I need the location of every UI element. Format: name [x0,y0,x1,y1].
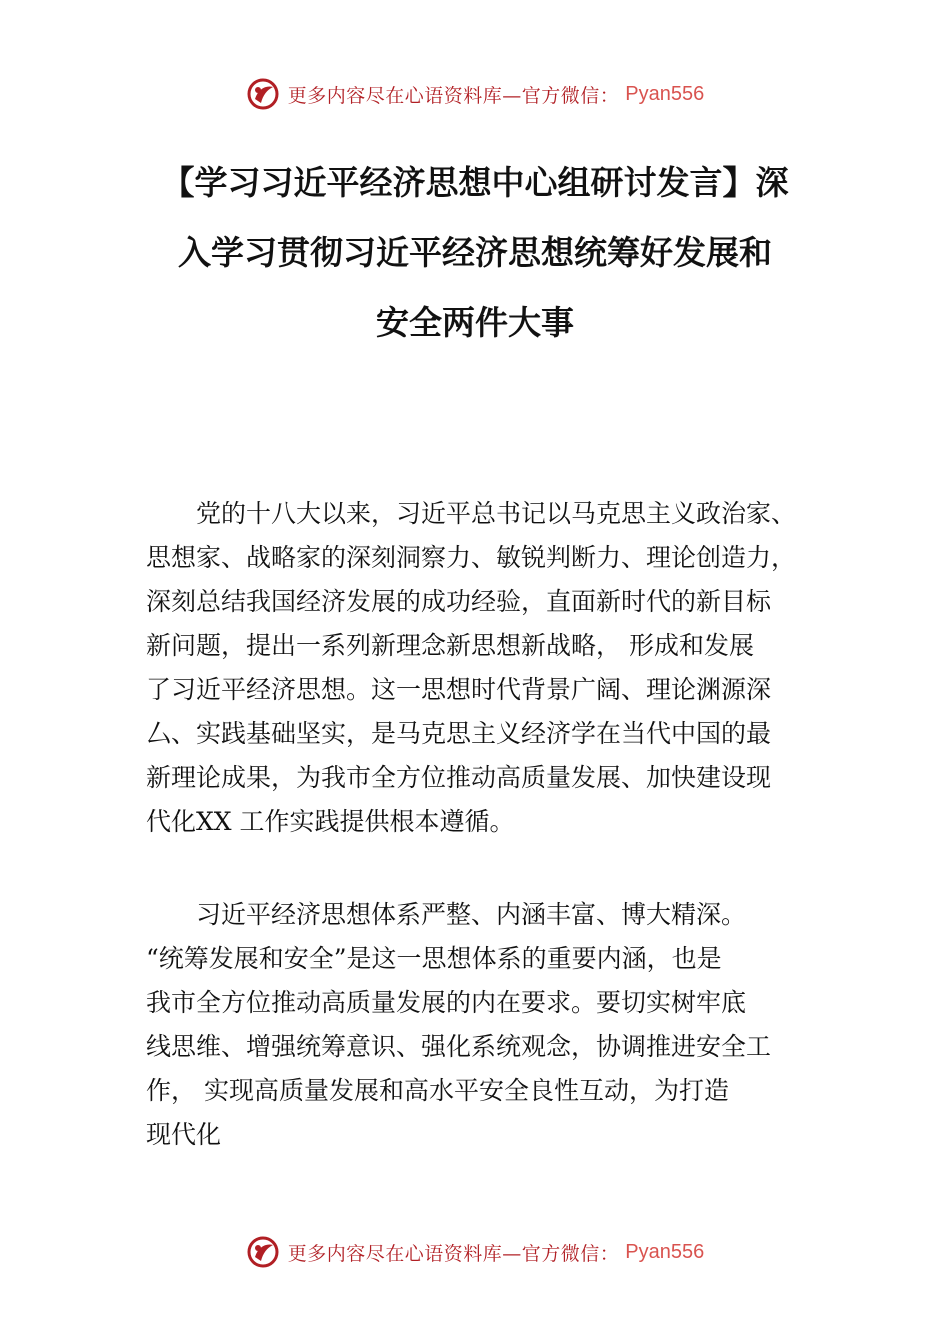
footer-banner [0,1230,950,1274]
text-line: 我市全方位推动高质量发展的内在要求。要切实树牢底 [146,988,747,1017]
text-line: 了习近平经济思想。这一思想时代背景广阔、理论渊源深 [146,675,772,704]
banner-text: 更多内容尽在心语资料库—官方微信： [287,84,620,107]
title-line: 【学习习近平经济思想中心组研讨发言】深 [161,163,789,202]
title-line: 入学习贯彻习近平经济思想统筹好发展和 [178,233,772,272]
body-paragraph-1 [146,492,846,844]
text-line: 思想家、战略家的深刻洞察力、敏锐判断力、理论创造力， [146,543,797,572]
text-line: 厶、实践基础坚实，是马克思主义经济学在当代中国的最 [146,719,772,748]
red-seal-logo-icon [246,1235,280,1269]
text-line: 新问题，提出一系列新理念新思想新战略， 形成和发展 [146,631,754,660]
text-line: “统筹发展和安全”是这一思想体系的重要内涵，也是 [146,944,722,973]
body-paragraph-2 [146,893,846,1157]
text-line: 作， 实现高质量发展和高水平安全良性互动，为打造 [146,1076,729,1105]
text-line: 党的十八大以来，习近平总书记以马克思主义政治家、 [146,499,797,528]
text-line: 现代化 [146,1120,222,1149]
text-line: 代化XX 工作实践提供根本遵循。 [146,807,515,836]
text-line: 习近平经济思想体系严整、内涵丰富、博大精深。 [146,900,747,929]
banner-text: 更多内容尽在心语资料库—官方微信： [287,1242,620,1265]
red-seal-logo-icon [246,77,280,111]
text-line: 线思维、增强统筹意识、强化系统观念，协调推进安全工 [146,1032,772,1061]
banner-wechat-id: Pyan556 [625,1240,705,1263]
header-banner [0,72,950,116]
document-title [100,148,850,358]
text-line: 新理论成果，为我市全方位推动高质量发展、加快建设现 [146,763,772,792]
title-line: 安全两件大事 [376,303,574,342]
text-line: 深刻总结我国经济发展的成功经验，直面新时代的新目标 [146,587,772,616]
banner-wechat-id: Pyan556 [625,82,705,105]
